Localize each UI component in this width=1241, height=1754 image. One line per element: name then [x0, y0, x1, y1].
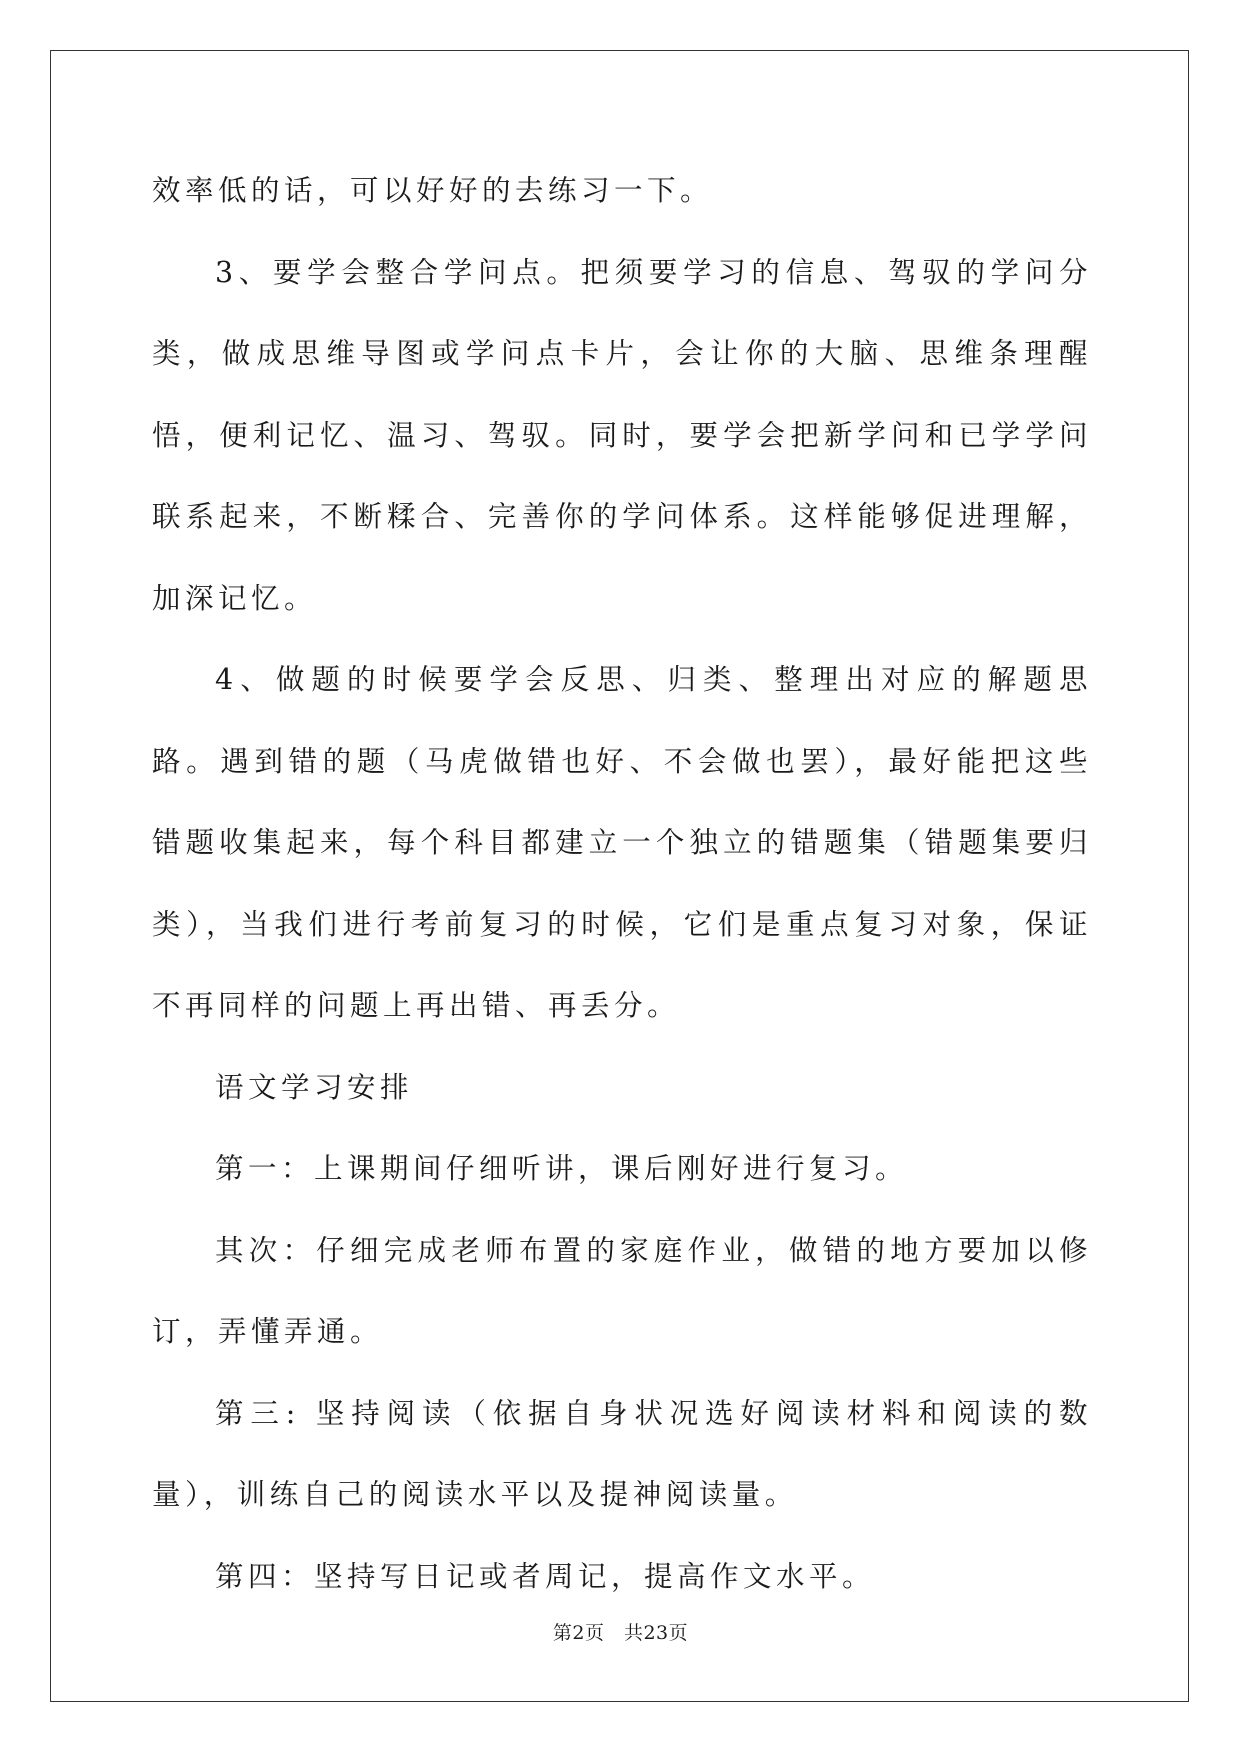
paragraph-item-4: 4、做题的时候要学会反思、归类、整理出对应的解题思路。遇到错的题（马虎做错也好、不会做也罢），最好能把这些错题收集起来，每个科目都建立一个独立的错题集（错题集要归类），当我们进行考前复习的时候，它们是重点复习对象，保证不再同样的问题上再出错、再丢分。	[152, 663, 1092, 1022]
paragraph-item-3: 3、要学会整合学问点。把须要学习的信息、驾驭的学问分类，做成思维导图或学问点卡片，会让你的大脑、思维条理醒悟，便利记忆、温习、驾驭。同时，要学会把新学问和已学学问联系起来，不断糅合、完善你的学问体系。这样能够促进理解，加深记忆。	[152, 255, 1092, 615]
page-number-footer: 第2页 共23页	[552, 1622, 689, 1644]
paragraph-continuation: 效率低的话，可以好好的去练习一下。	[152, 174, 714, 207]
document-body	[152, 150, 1092, 1617]
paragraph-first: 第一：上课期间仔细听讲，课后刚好进行复习。	[215, 1152, 909, 1185]
paragraph-fourth: 第四：坚持写日记或者周记，提高作文水平。	[215, 1559, 876, 1593]
paragraph-third: 第三: 坚持阅读（依据自身状况选好阅读材料和阅读的数量），训练自己的阅读水平以及提神阅读量。	[152, 1396, 1092, 1511]
section-heading: 语文学习安排	[215, 1070, 414, 1104]
paragraph-second: 其次：仔细完成老师布置的家庭作业，做错的地方要加以修订，弄懂弄通。	[152, 1233, 1092, 1348]
